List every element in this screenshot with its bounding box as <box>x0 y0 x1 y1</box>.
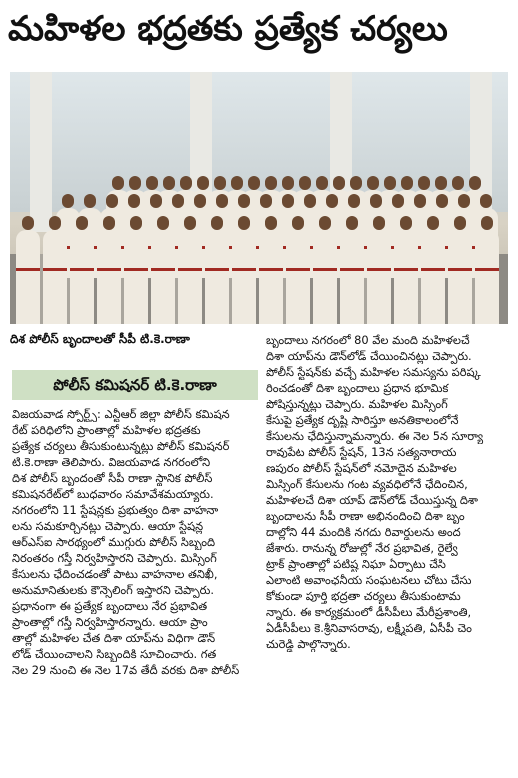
article-line: టి.కె.రాణా తెలిపారు. విజయవాడ నగరంలోని <box>12 455 211 469</box>
officer-head <box>197 176 209 190</box>
officer-head <box>400 216 412 230</box>
officer-head <box>238 216 250 230</box>
officer-head <box>106 194 118 208</box>
article-line: దిశ పోలీస్ బృందంతో సీపీ రాణా స్థానిక పోలీస్ <box>12 471 213 485</box>
article-line: చురెడ్డి పాల్గొన్నారు. <box>266 637 351 651</box>
officer-figure <box>151 230 175 324</box>
officer-head <box>319 216 331 230</box>
article-line: పోషిస్తున్నట్లు చెప్పారు. మహిళల మిస్సింగ్ <box>266 397 448 411</box>
officer-head <box>481 216 493 230</box>
officer-head <box>22 216 34 230</box>
officer-belt <box>259 268 283 271</box>
article-line: ఎలాంటి అవాంఛనీయ సంఘటనలు చోటు చేసు <box>266 573 472 587</box>
officer-head <box>299 176 311 190</box>
article-line: ఏడీసీపీలు కె.శ్రీనివాసరావు, లక్ష్మీపతి, ఏసీపీ చెం <box>266 621 472 635</box>
officer-figure <box>97 230 121 324</box>
officer-head <box>248 176 260 190</box>
officer-figure <box>286 230 310 324</box>
officer-figure <box>178 230 202 324</box>
officer-head <box>452 176 464 190</box>
article-line: కమిషనరేట్‌లో బుధవారం సమావేశమయ్యారు. <box>12 487 214 501</box>
officer-belt <box>394 268 418 271</box>
officer-head <box>282 176 294 190</box>
article-line: మిస్సింగ్ కేసులను గంట వ్యవధిలోనే ఛేదించిన, <box>266 477 468 491</box>
officer-head <box>62 194 74 208</box>
officer-head <box>435 176 447 190</box>
article-line: బృందాలను సీపీ రాణా అభినందించి దిశా బృం <box>266 509 465 523</box>
officer-head <box>333 176 345 190</box>
officer-head <box>157 216 169 230</box>
article-line: నిరంతరం గస్తీ నిర్వహిస్తారని చెప్పారు. మిస్సింగ్ <box>12 551 217 565</box>
officer-head <box>128 194 140 208</box>
officer-head <box>367 176 379 190</box>
officer-head <box>348 194 360 208</box>
photo-caption: దిశ పోలీస్ బృందాలతో సీపీ టి.కె.రాణా <box>10 332 190 346</box>
article-line: కేసులను ఛేదిస్తున్నామన్నారు. ఈ నెల 5న సూర్యా <box>266 429 484 443</box>
officer-belt <box>367 268 391 271</box>
officer-head <box>180 176 192 190</box>
officer-head <box>130 216 142 230</box>
officer-head <box>150 194 162 208</box>
article-line: న్నారు. ఈ కార్యక్రమంలో డీసీపీలు మేరీప్రశాంతి, <box>266 605 472 619</box>
officer-head <box>384 176 396 190</box>
article-line: కేసులను ఛేదించడంతో పాటు వాహనాల తనిఖీ, <box>12 567 218 581</box>
officer-belt <box>205 268 229 271</box>
officer-head <box>146 176 158 190</box>
officer-belt <box>313 268 337 271</box>
officer-belt <box>448 268 472 271</box>
article-line: విజయవాడ స్పోర్ట్స్: ఎన్టీఆర్ జిల్లా పోలీస్ కమిషన <box>12 407 230 421</box>
officer-head <box>401 176 413 190</box>
article-line: బృందాలు నగరంలో 80 వేల మంది మహిళలచే <box>266 333 470 347</box>
article-line: మహిళలచే దిశా యాప్ డౌన్‌లోడ్ చేయిస్తున్న దిశా <box>266 493 478 507</box>
officer-belt <box>340 268 364 271</box>
officer-belt <box>16 268 40 271</box>
article-line: నగరంలోని 11 స్టేషన్లకు ప్రభుత్వం దిశా వాహనా <box>12 503 219 517</box>
officer-figure <box>475 230 499 324</box>
officer-head <box>214 176 226 190</box>
officer-head <box>238 194 250 208</box>
officer-head <box>112 176 124 190</box>
article-column-left <box>12 406 258 758</box>
officer-head <box>350 176 362 190</box>
group-photo <box>10 72 508 324</box>
article-line: పోలీస్ స్టేషన్‌కు వచ్చే మహిళల సమస్యను పరిష్క <box>266 365 481 379</box>
officer-figure <box>394 230 418 324</box>
officer-figure <box>367 230 391 324</box>
officer-belt <box>232 268 256 271</box>
officer-head <box>414 194 426 208</box>
officer-head <box>76 216 88 230</box>
officer-head <box>373 216 385 230</box>
article-line: ట్రాక్ ప్రాంతాల్లో పటిష్ట నిఘా ఏర్పాటు చేసి <box>266 557 446 571</box>
officer-head <box>316 176 328 190</box>
officer-head <box>265 176 277 190</box>
officer-head <box>49 216 61 230</box>
officer-figure <box>124 230 148 324</box>
officer-head <box>392 194 404 208</box>
officer-head <box>282 194 294 208</box>
officer-head <box>194 194 206 208</box>
officer-belt <box>151 268 175 271</box>
officer-figure <box>448 230 472 324</box>
officer-head <box>184 216 196 230</box>
officer-head <box>129 176 141 190</box>
officer-head <box>265 216 277 230</box>
article-line: అనుమానితులకు కౌన్సెలింగ్ ఇస్తారని చెప్పారు. <box>12 583 214 597</box>
article-line: రేట్ పరిధిలోని ప్రాంతాల్లో మహిళల భద్రతకు <box>12 423 201 437</box>
officer-head <box>292 216 304 230</box>
officer-figure <box>259 230 283 324</box>
officer-head <box>163 176 175 190</box>
officer-belt <box>286 268 310 271</box>
article-line: రించడంతో దిశా బృందాలు ప్రధాన భూమిక <box>266 381 449 395</box>
article-line: తాల్లో మహిళల చేత దిశా యాప్‌ను విధిగా డౌన్ <box>12 631 216 645</box>
officer-figure <box>421 230 445 324</box>
officer-figure <box>16 230 40 324</box>
officer-figure <box>313 230 337 324</box>
officer-head <box>370 194 382 208</box>
officer-head <box>231 176 243 190</box>
article-line: నెల 29 నుంచి ఈ నెల 17వ తేదీ వరకు దిశా పోలీస్ <box>12 663 240 677</box>
subhead-box: పోలీస్ కమిషనర్ టి.కె.రాణా <box>12 370 258 400</box>
officer-head <box>103 216 115 230</box>
officer-head <box>172 194 184 208</box>
photo-crowd <box>16 190 502 324</box>
officer-belt <box>124 268 148 271</box>
officer-head <box>436 194 448 208</box>
officer-belt <box>178 268 202 271</box>
officer-figure <box>205 230 229 324</box>
officer-head <box>346 216 358 230</box>
officer-belt <box>70 268 94 271</box>
article-line: ప్రత్యేక చర్యలు తీసుకుంటున్నట్లు పోలీస్ కమిషనర్ <box>12 439 230 453</box>
article-line: కోకుండా పూర్తి భద్రతా చర్యలు తీసుకుంటామ <box>266 589 461 603</box>
officer-head <box>326 194 338 208</box>
article-line: జేశారు. రానున్న రోజుల్లో నేర ప్రభావిత, రైల్వే <box>266 541 458 555</box>
article-line: కేసుపై ప్రత్యేక దృష్టి సారిస్తూ అనతికాలంలోనే <box>266 413 459 427</box>
officer-belt <box>43 268 67 271</box>
officer-head <box>216 194 228 208</box>
officer-head <box>84 194 96 208</box>
article-line: ఆర్ఎస్ఐ సారథ్యంలో ముగ్గురు పోలీస్ సిబ్బంది <box>12 535 216 549</box>
article-line: ణపురం పోలీస్ స్టేషన్‌లో నమోదైన మహిళల <box>266 461 457 475</box>
officer-head <box>458 194 470 208</box>
article-line: దాల్లోని 44 మందికి నగదు రివార్డులను అంద <box>266 525 461 539</box>
officer-head <box>304 194 316 208</box>
article-line: లను సమకూర్చినట్లు చెప్పారు. ఆయా స్టేషన్ల <box>12 519 204 533</box>
officer-figure <box>340 230 364 324</box>
officer-head <box>454 216 466 230</box>
officer-head <box>480 194 492 208</box>
officer-belt <box>421 268 445 271</box>
article-line: రావుపేట పోలీస్ స్టేషన్, 13న సత్యనారాయ <box>266 445 457 459</box>
officer-head <box>260 194 272 208</box>
officer-head <box>469 176 481 190</box>
headline: మహిళల భద్రతకు ప్రత్యేక చర్యలు <box>8 9 448 49</box>
officer-figure <box>232 230 256 324</box>
article-line: ప్రాంతాల్లో గస్తీ నిర్వహిస్తారన్నారు. ఆయా ప్రాం <box>12 615 208 629</box>
officer-head <box>427 216 439 230</box>
officer-belt <box>97 268 121 271</box>
officer-head <box>418 176 430 190</box>
article-line: ప్రధానంగా ఈ ప్రత్యేక బృందాలు నేర ప్రభావిత <box>12 599 208 613</box>
article-line: దిశా యాప్‌ను డౌన్‌లోడ్ చేయించినట్లు చెప్పారు. <box>266 349 472 363</box>
officer-figure <box>70 230 94 324</box>
article-column-right <box>266 332 510 762</box>
officer-belt <box>475 268 499 271</box>
article-line: లోడ్ చేయించాలని సిబ్బందికి సూచించారు. గత <box>12 647 217 661</box>
officer-head <box>211 216 223 230</box>
officer-figure <box>43 230 67 324</box>
